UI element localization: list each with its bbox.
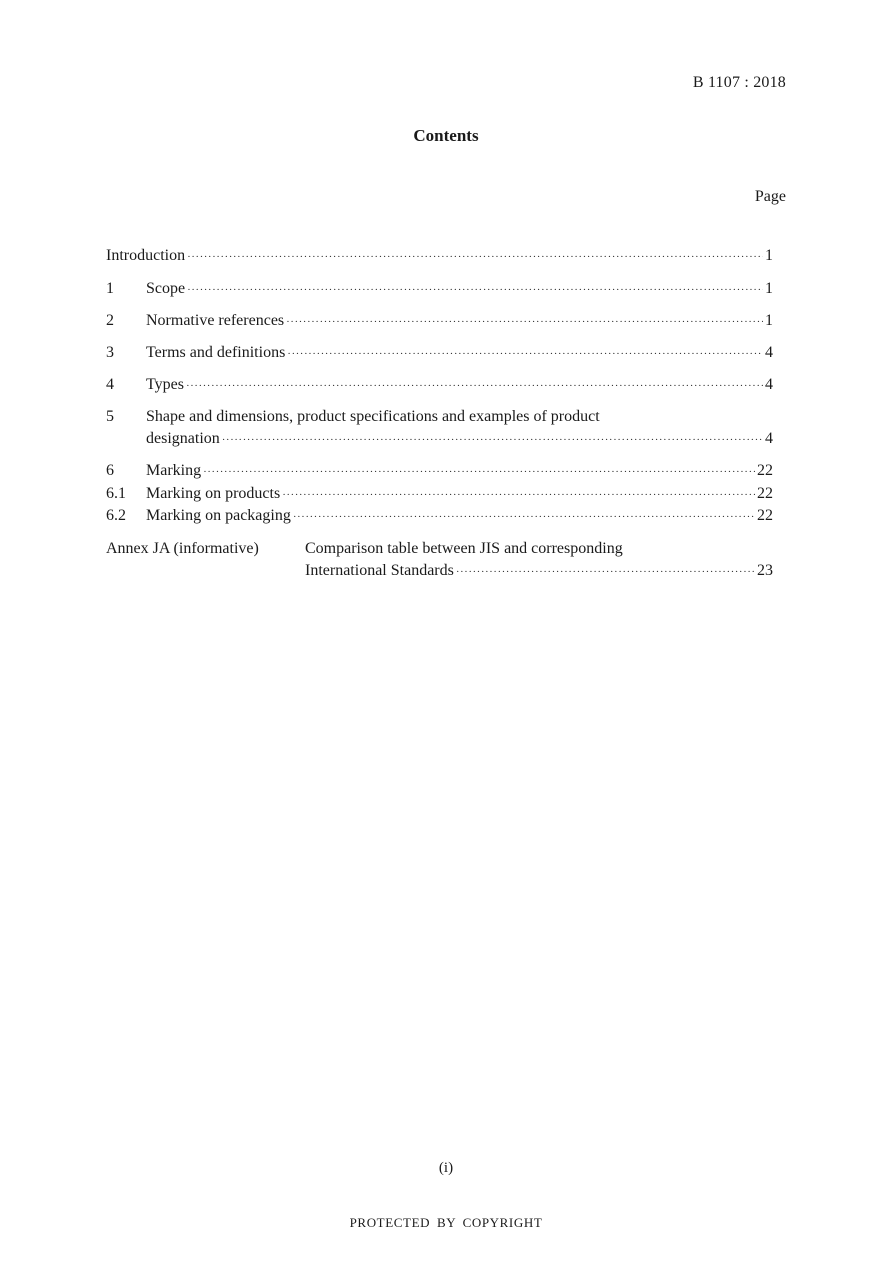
toc-entry-page: 23	[757, 562, 773, 579]
toc-entry-number: 6.1	[106, 485, 126, 502]
page-folio: (i)	[438, 1160, 454, 1176]
toc-entry-title: Marking on packaging	[146, 507, 291, 524]
toc-entry-number: 6.2	[106, 507, 126, 524]
toc-entry-marking-on-packaging[interactable]	[106, 507, 773, 529]
toc-entry-title: Marking on products	[146, 485, 281, 502]
toc-entry-number: 4	[106, 376, 114, 393]
toc-entry-title: Marking	[146, 462, 202, 479]
page-column-label: Page	[754, 188, 786, 205]
toc-entry-page: 4	[765, 376, 773, 393]
dot-leader	[187, 285, 763, 296]
toc-entry-number: 5	[106, 408, 114, 425]
toc-entry-number: 2	[106, 312, 114, 329]
dot-leader	[222, 435, 763, 446]
toc-entry-title-line2: designation	[146, 430, 220, 447]
toc-entry-marking-on-products[interactable]	[106, 485, 773, 507]
toc-entry-introduction[interactable]	[106, 247, 773, 269]
toc-entry-marking[interactable]	[106, 462, 773, 484]
toc-entry-page: 1	[765, 247, 773, 264]
dot-leader	[187, 252, 763, 263]
toc-entry-title: Terms and definitions	[146, 344, 286, 361]
toc-entry-title: Types	[146, 376, 184, 393]
annex-label: Annex JA (informative)	[106, 540, 259, 557]
dot-leader	[293, 512, 755, 523]
dot-leader	[286, 317, 763, 328]
annex-title-line2: International Standards	[305, 562, 454, 579]
toc-entry-title-line1: Shape and dimensions, product specifications and examples of product	[146, 408, 600, 425]
toc-entry-page: 22	[757, 462, 773, 479]
contents-title: Contents	[413, 126, 479, 145]
toc-entry-types[interactable]	[106, 376, 773, 398]
toc-entry-number: 1	[106, 280, 114, 297]
toc-entry-page: 22	[757, 485, 773, 502]
toc-entry-title: Introduction	[106, 247, 186, 264]
toc-entry-page: 4	[765, 344, 773, 361]
toc-entry-page: 4	[765, 430, 773, 447]
toc-entry-title: Normative references	[146, 312, 285, 329]
toc-entry-page: 22	[757, 507, 773, 524]
toc-entry-normative-references[interactable]	[106, 312, 773, 334]
standard-number: B 1107 : 2018	[692, 74, 786, 91]
toc-entry-title: Scope	[146, 280, 186, 297]
copyright-notice: PROTECTED BY COPYRIGHT	[349, 1215, 543, 1230]
toc-entry-scope[interactable]	[106, 280, 773, 302]
annex-title-line1: Comparison table between JIS and corresponding	[305, 540, 623, 557]
toc-entry-number: 6	[106, 462, 114, 479]
toc-entry-page: 1	[765, 280, 773, 297]
dot-leader	[282, 490, 755, 501]
toc-entry-page: 1	[765, 312, 773, 329]
toc-entry-annex-ja[interactable]	[106, 540, 773, 585]
toc-entry-number: 3	[106, 344, 114, 361]
toc-entry-terms-and-definitions[interactable]	[106, 344, 773, 366]
dot-leader	[186, 381, 763, 392]
dot-leader	[203, 467, 755, 478]
dot-leader	[456, 567, 755, 578]
dot-leader	[287, 349, 763, 360]
toc-entry-shape-and-dimensions[interactable]	[106, 408, 773, 453]
